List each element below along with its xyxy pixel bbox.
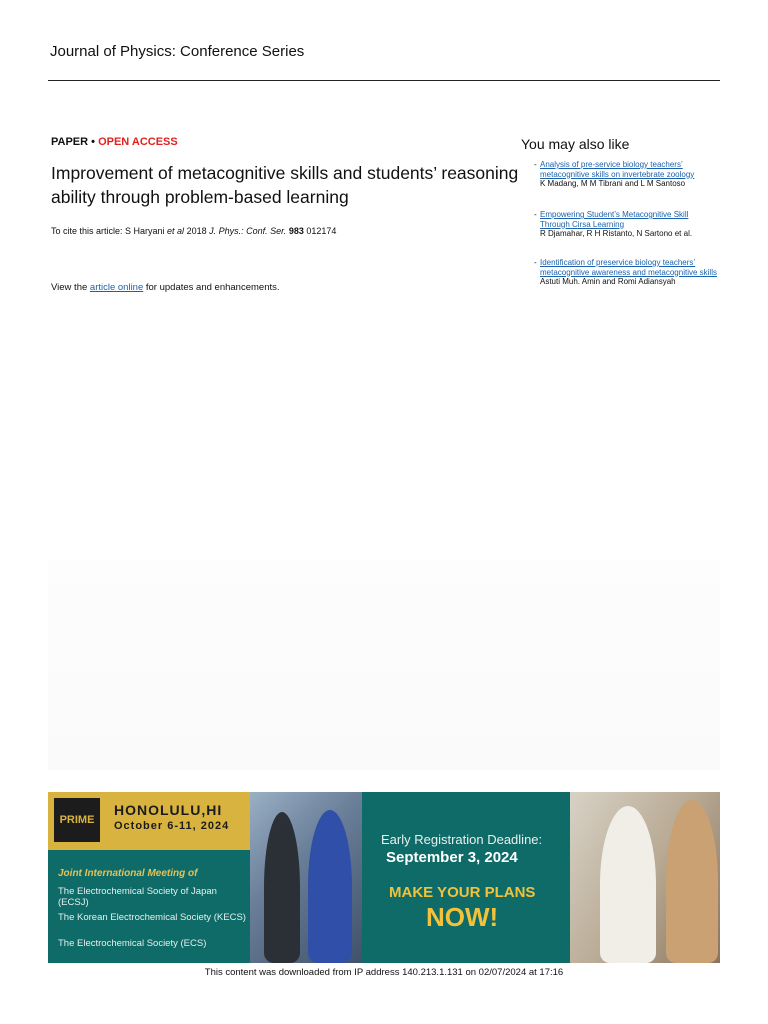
related-item: - Analysis of pre-service biology teachers’ metacognitive skills on invertebrate zoology K Madang, M M Tibrani and L M Santoso xyxy=(540,160,720,189)
banner-teal-mid-panel xyxy=(362,792,584,963)
citation xyxy=(51,226,336,236)
journal-title: Journal of Physics: Conference Series xyxy=(50,43,305,60)
person-figure xyxy=(264,812,300,963)
banner-now: NOW! xyxy=(426,902,499,932)
banner-society: The Electrochemical Society of Japan (ECSJ) xyxy=(58,886,217,908)
person-figure xyxy=(308,810,352,963)
related-item: - Empowering Student’s Metacognitive Skill Through Cirsa Learning R Djamahar, R H Ristanto, N Sartono et al. xyxy=(540,210,720,239)
banner-photo-left xyxy=(250,792,362,963)
banner-deadline: September 3, 2024 xyxy=(386,849,518,866)
open-access-label: OPEN ACCESS xyxy=(98,136,178,148)
cite-volume: 983 xyxy=(288,226,304,236)
related-item: - Identification of preservice biology teachers’ metacognitive awareness and metacognitive skills Astuti Muh. Amin and Romi Adiansyah xyxy=(540,258,720,287)
cite-year: 2018 xyxy=(184,226,210,236)
related-item-link[interactable]: Identification of preservice biology teachers’ metacognitive awareness and metacognitive skills xyxy=(540,258,717,277)
banner-dates: October 6-11, 2024 xyxy=(114,820,230,832)
article-kicker xyxy=(51,136,178,148)
related-item-authors: R Djamahar, R H Ristanto, N Sartono et al. xyxy=(540,229,693,238)
header-divider xyxy=(48,80,720,81)
kicker-separator: • xyxy=(88,136,99,148)
view-prefix: View the xyxy=(51,282,90,293)
banner-early: Early Registration Deadline: xyxy=(381,832,543,847)
view-suffix: for updates and enhancements. xyxy=(143,282,280,293)
view-online xyxy=(51,282,280,293)
cite-prefix: To cite this article: S Haryani xyxy=(51,226,168,236)
related-item-link[interactable]: Empowering Student’s Metacognitive Skill Through Cirsa Learning xyxy=(540,210,689,229)
banner-joint: Joint International Meeting of xyxy=(58,868,198,879)
related-item-authors: Astuti Muh. Amin and Romi Adiansyah xyxy=(540,277,676,286)
person-figure xyxy=(600,806,656,963)
blank-area xyxy=(48,560,720,770)
banner-society: The Electrochemical Society (ECS) xyxy=(58,938,207,949)
ad-banner[interactable] xyxy=(48,792,720,963)
cite-etal: et al xyxy=(167,226,185,236)
person-figure xyxy=(666,800,718,963)
prime-logo: PRIME xyxy=(54,798,100,842)
banner-photo-right xyxy=(570,792,720,963)
related-heading: You may also like xyxy=(521,136,630,152)
article-online-link[interactable]: article online xyxy=(89,282,144,293)
cite-journal: J. Phys.: Conf. Ser. xyxy=(209,226,287,236)
banner-society: The Korean Electrochemical Society (KECS) xyxy=(58,912,246,923)
banner-plans: MAKE YOUR PLANS xyxy=(389,884,536,901)
cite-number: 012174 xyxy=(303,226,337,236)
download-footer: This content was downloaded from IP address 140.213.1.131 on 02/07/2024 at 17:16 xyxy=(204,967,564,978)
banner-location: HONOLULU,HI xyxy=(114,802,223,818)
article-title: Improvement of metacognitive skills and students’ reasoning ability through problem-based learning xyxy=(51,163,519,207)
related-item-link[interactable]: Analysis of pre-service biology teachers’ metacognitive skills on invertebrate zoology xyxy=(540,160,695,179)
related-item-authors: K Madang, M M Tibrani and L M Santoso xyxy=(540,179,686,188)
paper-label: PAPER xyxy=(51,136,89,148)
